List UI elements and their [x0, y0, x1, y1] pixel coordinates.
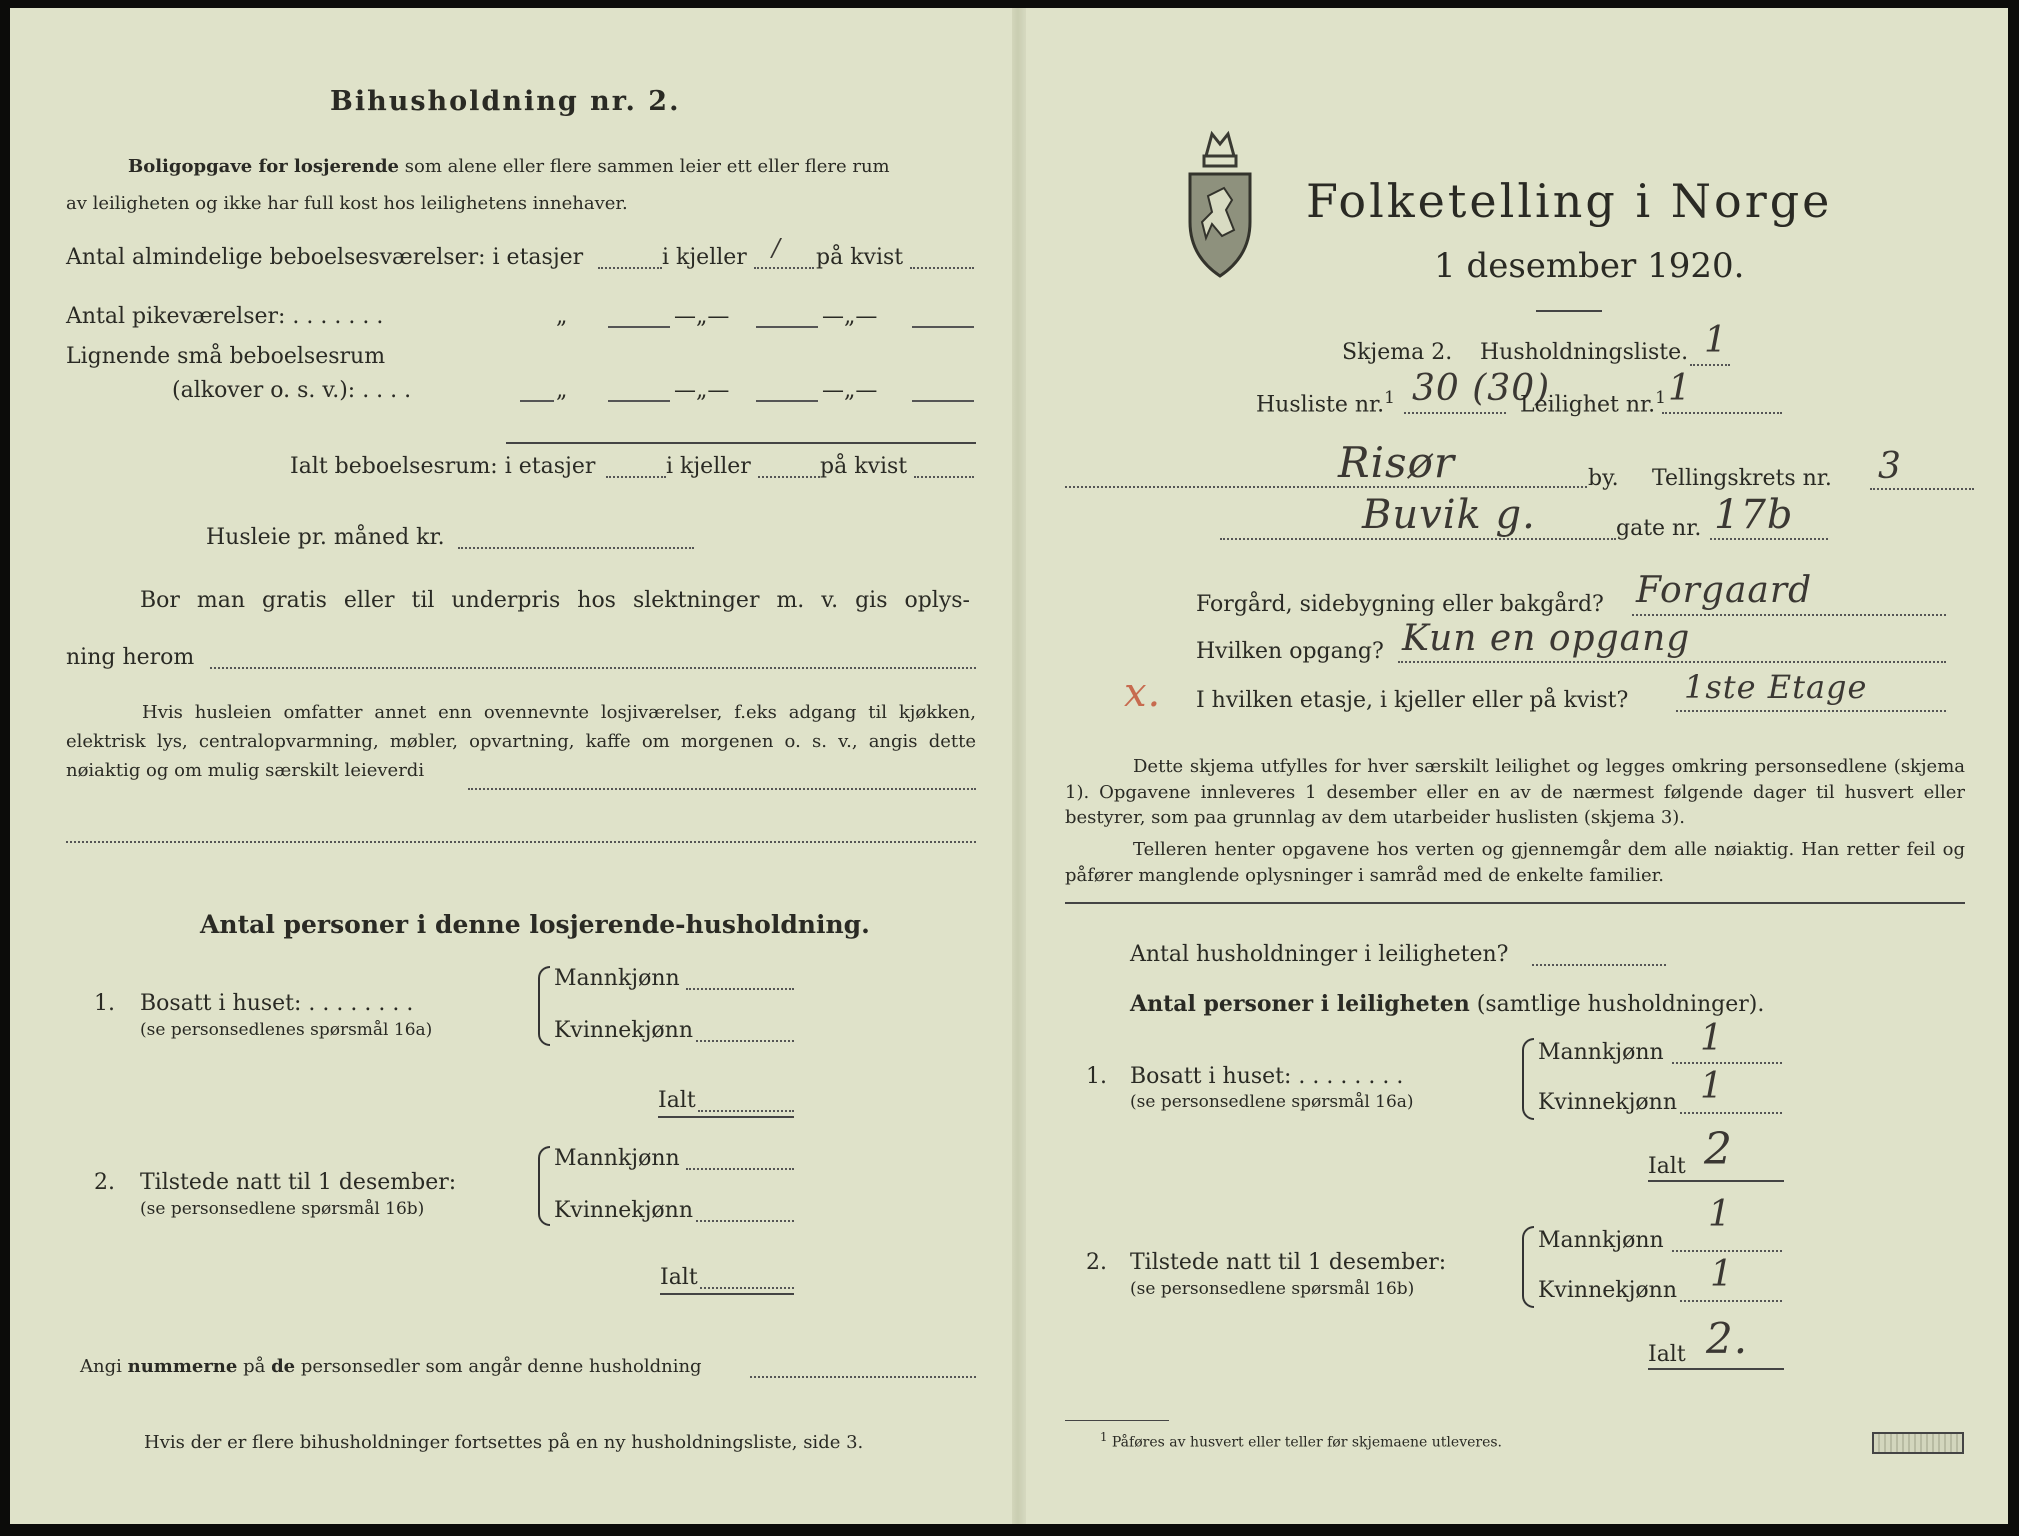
etasje-field[interactable]	[1676, 710, 1946, 712]
ialt-etasjer-field[interactable]	[606, 476, 666, 478]
husliste-no-hand: 30 (30)	[1412, 368, 1551, 409]
l-q1-kvinne: Kvinnekjønn	[554, 1018, 693, 1043]
gate-label: gate nr.	[1616, 516, 1702, 541]
census-title: Folketelling i Norge	[1306, 174, 1833, 228]
angi-bold-2: de	[271, 1356, 296, 1377]
intro-rest: som alene eller flere sammen leier ett eller flere rum	[404, 156, 890, 177]
street-hand: Buvik g.	[1362, 492, 1536, 538]
intro-line-2: av leiligheten og ikke har full kost hos leilighetens innehaver.	[66, 193, 628, 214]
pike-field-1[interactable]	[608, 326, 670, 328]
r-q2-sub: (se personsedlene spørsmål 16b)	[1130, 1279, 1415, 1299]
l-q1-kvinne-field[interactable]	[696, 1040, 794, 1042]
r-q2-kvinne-hand: 1	[1710, 1254, 1734, 1295]
r-q1-label: Bosatt i huset: . . . . . . . .	[1130, 1064, 1404, 1089]
coat-of-arms-icon	[1182, 126, 1258, 280]
bor-field[interactable]	[210, 667, 976, 669]
census-form-sheet	[10, 8, 2008, 1524]
kvist-label: på kvist	[816, 245, 904, 270]
l-q1-ialt-field[interactable]	[698, 1110, 794, 1112]
left-page	[10, 8, 1020, 1524]
pike-label: Antal pikeværelser: . . . . . . .	[66, 304, 384, 329]
lign-label-2: (alkover o. s. v.): . . . .	[172, 378, 412, 403]
etasjer-field[interactable]	[598, 267, 662, 269]
r-q1-mann: Mannkjønn	[1538, 1040, 1664, 1065]
r-q1-ialt-hand: 2	[1704, 1124, 1733, 1175]
r-q1-sub: (se personsedlene spørsmål 16a)	[1130, 1092, 1414, 1112]
forgaard-label: Forgård, sidebygning eller bakgård?	[1196, 592, 1604, 617]
angi-pre: Angi	[80, 1356, 122, 1377]
r-q1-kvinne-field[interactable]	[1680, 1112, 1782, 1114]
r-q2-ialt: Ialt	[1648, 1342, 1686, 1367]
footnote-line	[1100, 1430, 1502, 1451]
l-q2-kvinne-field[interactable]	[696, 1220, 794, 1222]
lign-ditto-1: „	[556, 378, 568, 403]
l-q1-brace	[538, 966, 550, 1046]
r-q2-mann-field[interactable]	[1672, 1250, 1782, 1252]
l-q2-ialt: Ialt	[660, 1265, 698, 1290]
leilighet-no-hand: 1	[1668, 368, 1692, 409]
footnote-text: Påføres av husvert eller teller før skjemaene utleveres.	[1111, 1434, 1503, 1451]
pike-ditto-3: —„—	[822, 304, 878, 329]
lign-field-1[interactable]	[608, 400, 670, 402]
forgaard-hand: Forgaard	[1636, 570, 1813, 611]
leieverdi-field[interactable]	[468, 788, 976, 790]
angi-bold: nummerne	[127, 1356, 238, 1377]
r-q2-brace	[1522, 1226, 1534, 1308]
red-pencil-mark: x.	[1124, 670, 1162, 716]
l-q1-sub: (se personsedlenes spørsmål 16a)	[140, 1020, 433, 1040]
lign-label-1: Lignende små beboelsesrum	[66, 344, 386, 369]
l-q1-mann-field[interactable]	[686, 988, 794, 990]
r-q1-kvinne-hand: 1	[1700, 1066, 1724, 1107]
r-q2-kvinne-field[interactable]	[1680, 1300, 1782, 1302]
leilighet-label	[1520, 388, 1666, 419]
r-q1-brace	[1522, 1038, 1534, 1120]
antal-alm-label: Antal almindelige beboelsesværelser: i etasjer	[66, 245, 584, 270]
antal-pers-bold: Antal personer i leiligheten	[1130, 991, 1470, 1017]
kjeller-mark: /	[772, 234, 782, 262]
l-q2-ialt-field[interactable]	[700, 1287, 794, 1289]
l-q2-label: Tilstede natt til 1 desember:	[140, 1170, 457, 1195]
etasje-label: I hvilken etasje, i kjeller eller på kvist?	[1196, 688, 1629, 713]
opgang-label: Hvilken opgang?	[1196, 639, 1384, 664]
l-q1-label: Bosatt i huset: . . . . . . . .	[140, 991, 414, 1016]
by-label: by.	[1588, 466, 1619, 491]
husliste-footnote-mark: 1	[1384, 388, 1395, 408]
right-page	[1020, 8, 2008, 1524]
kjeller-field[interactable]	[754, 267, 814, 269]
r-q2-label: Tilstede natt til 1 desember:	[1130, 1250, 1447, 1275]
l-q2-mann: Mannkjønn	[554, 1146, 680, 1171]
opgang-hand: Kun en opgang	[1402, 618, 1691, 659]
r-q2-ialt-hand: 2.	[1706, 1314, 1749, 1363]
gate-no-hand: 17b	[1714, 492, 1794, 538]
tellingskrets-label: Tellingskrets nr.	[1652, 466, 1832, 491]
lign-field-2[interactable]	[756, 400, 818, 402]
sum-line	[506, 442, 976, 444]
lign-ditto-3: —„—	[822, 378, 878, 403]
krets-no-field[interactable]	[1870, 488, 1974, 490]
antal-hush-field[interactable]	[1532, 964, 1666, 966]
antal-pers-line	[1130, 991, 1764, 1018]
krets-no-hand: 3	[1878, 446, 1902, 487]
antal-pers-rest: (samtlige husholdninger).	[1476, 992, 1765, 1017]
angi-field[interactable]	[750, 1376, 976, 1378]
l-q2-sub: (se personsedlene spørsmål 16b)	[140, 1199, 425, 1219]
angi-post: personsedler som angår denne husholdning	[300, 1356, 702, 1377]
intro-bold: Boligopgave for losjerende	[128, 156, 400, 177]
r-q1-ialt: Ialt	[1648, 1154, 1686, 1179]
r-q2-num: 2.	[1086, 1250, 1107, 1275]
forgaard-field[interactable]	[1632, 614, 1946, 616]
by-field[interactable]	[1065, 486, 1587, 488]
r-q2-mann: Mannkjønn	[1538, 1228, 1664, 1253]
husliste-no-field[interactable]	[1404, 412, 1506, 414]
l-q2-num: 2.	[94, 1170, 115, 1195]
household-no-hand: 1	[1704, 320, 1728, 361]
l-q1-num: 1.	[94, 991, 115, 1016]
kvist-field[interactable]	[910, 267, 974, 269]
skjema-label: Skjema 2.	[1342, 340, 1453, 365]
husliste-text: Husliste nr.	[1256, 392, 1385, 418]
r-q2-kvinne: Kvinnekjønn	[1538, 1278, 1677, 1303]
husleie-label: Husleie pr. måned kr.	[206, 525, 445, 550]
r-q1-mann-hand: 1	[1700, 1018, 1724, 1059]
by-name-hand: Risør	[1338, 438, 1455, 487]
left-footer: Hvis der er flere bihusholdninger fortsettes på en ny husholdningsliste, side 3.	[144, 1432, 864, 1453]
r-q2-mann-hand: 1	[1708, 1194, 1732, 1235]
husholdningsliste-label: Husholdningsliste.	[1480, 340, 1689, 365]
kjeller-label: i kjeller	[662, 245, 747, 270]
bor-line-1: Bor man gratis eller til underpris hos slektninger m. v. gis oplys-	[140, 588, 970, 613]
street-field[interactable]	[1220, 538, 1616, 540]
lign-field-3[interactable]	[912, 400, 974, 402]
etasje-hand: 1ste Etage	[1684, 668, 1868, 706]
household-no-field[interactable]	[1690, 364, 1730, 366]
l-q1-ialt-line	[658, 1116, 794, 1118]
ialt-kjeller-label: i kjeller	[666, 454, 751, 479]
l-q1-mann: Mannkjønn	[554, 966, 680, 991]
angi-mid: på	[243, 1356, 266, 1377]
pike-ditto-2: —„—	[674, 304, 730, 329]
intro-line-1	[128, 156, 890, 178]
husleie-field[interactable]	[458, 547, 694, 549]
l-q2-mann-field[interactable]	[686, 1168, 794, 1170]
leilighet-footnote-mark: 1	[1655, 388, 1666, 408]
r-q1-num: 1.	[1086, 1064, 1107, 1089]
lign-ditto-2: —„—	[674, 378, 730, 403]
pike-field-2[interactable]	[756, 326, 818, 328]
l-q1-ialt: Ialt	[658, 1088, 696, 1113]
r-q1-ialt-line	[1648, 1180, 1784, 1182]
info-rule	[1065, 902, 1965, 904]
l-q2-ialt-line	[660, 1293, 794, 1295]
footnote-number: 1	[1100, 1430, 1108, 1444]
census-date: 1 desember 1920.	[1434, 246, 1745, 286]
hvis-paragraph: Hvis husleien omfatter annet enn ovennevnte losjiværelser, f.eks adgang til kjøkken, elektrisk lys, centralopvarmning, møbler, opvartning, kaffe om morgenen o. s. v., angis dette nøiaktig og om mulig særskilt leieverdi	[66, 702, 976, 782]
husliste-label	[1256, 388, 1395, 419]
l-q2-brace	[538, 1146, 550, 1226]
info-paragraph-1: Dette skjema utfylles for hver særskilt leilighet og legges omkring personsedlene (skjema 1). Opgavene innleveres 1 desember eller en av de nærmest følgende dager til husvert eller bestyrer, som paa grunnlag av dem utarbeider huslisten (skjema 3).	[1065, 756, 1965, 829]
r-q2-ialt-line	[1648, 1368, 1784, 1370]
pike-ditto-1: „	[556, 304, 568, 329]
bor-line-2: ning herom	[66, 645, 195, 670]
ialt-rooms-label: Ialt beboelsesrum: i etasjer	[290, 454, 596, 479]
l-q2-kvinne: Kvinnekjønn	[554, 1198, 693, 1223]
left-title: Bihusholdning nr. 2.	[330, 86, 681, 117]
angi-line	[80, 1356, 702, 1378]
footnote-rule	[1065, 1420, 1169, 1421]
ialt-kvist-field[interactable]	[914, 476, 974, 478]
antal-hush-label: Antal husholdninger i leiligheten?	[1130, 942, 1509, 967]
lign-field-0[interactable]	[520, 400, 554, 402]
leieverdi-field-2[interactable]	[66, 841, 976, 843]
r-q1-mann-field[interactable]	[1672, 1062, 1782, 1064]
r-q1-kvinne: Kvinnekjønn	[1538, 1090, 1677, 1115]
antal-personer-heading: Antal personer i denne losjerende-husholdning.	[200, 910, 870, 939]
printer-stamp	[1872, 1432, 1964, 1454]
leilighet-text: Leilighet nr.	[1520, 392, 1656, 418]
opgang-field[interactable]	[1398, 661, 1946, 663]
leilighet-no-field[interactable]	[1662, 412, 1782, 414]
ialt-kvist-label: på kvist	[820, 454, 908, 479]
ialt-kjeller-field[interactable]	[758, 476, 820, 478]
pike-field-3[interactable]	[912, 326, 974, 328]
gate-no-field[interactable]	[1710, 538, 1828, 540]
title-rule	[1536, 310, 1602, 312]
info-paragraph-2: Telleren henter opgavene hos verten og gjennemgår dem alle nøiaktig. Han retter feil og påfører manglende oplysninger i samråd med de enkelte familier.	[1065, 839, 1965, 886]
